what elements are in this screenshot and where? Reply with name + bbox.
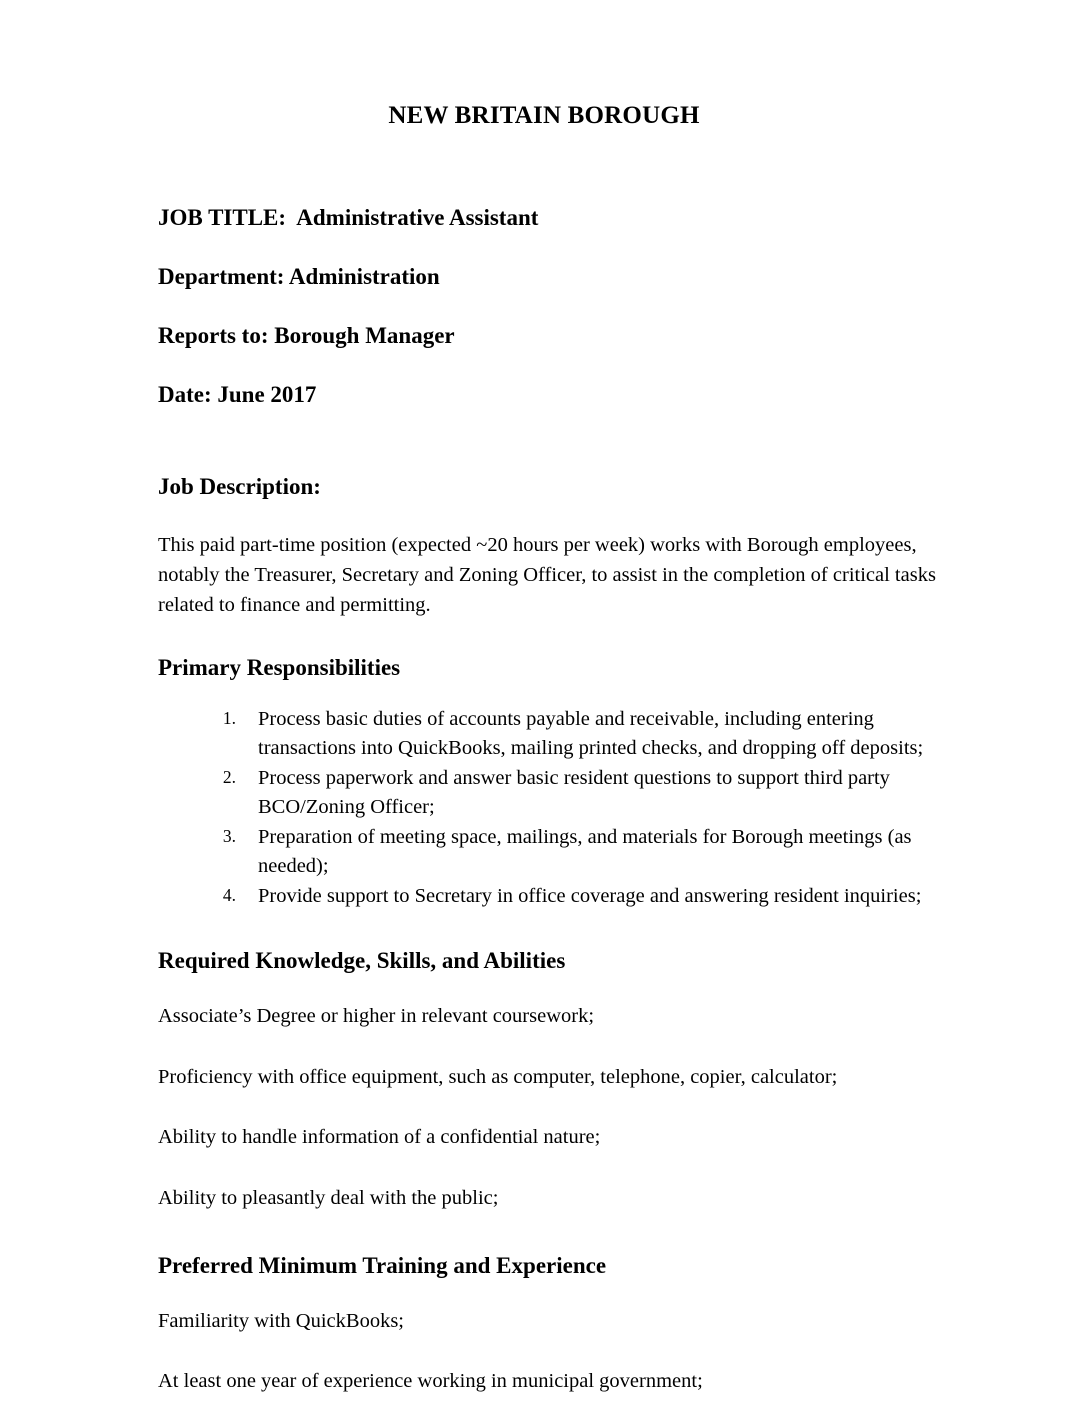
date-field: Date: June 2017 bbox=[158, 381, 317, 407]
job-description-paragraph: This paid part-time position (expected ~20 hours per week) works with Borough employees, notably the Treasurer, Secretary and Zoning Officer, to assist in the completion of critical tasks related to finance and permitting. bbox=[158, 534, 936, 616]
list-item: Process paperwork and answer basic resident questions to support third party BCO/Zoning Officer; bbox=[258, 766, 890, 819]
job-header-block bbox=[158, 203, 938, 410]
reports-to-field: Reports to: Borough Manager bbox=[158, 322, 455, 348]
primary-responsibilities-heading: Primary Responsibilities bbox=[158, 654, 401, 680]
requirement-line: Proficiency with office equipment, such as computer, telephone, copier, calculator; bbox=[158, 1065, 838, 1088]
list-item: Preparation of meeting space, mailings, and materials for Borough meetings (as needed); bbox=[258, 825, 912, 878]
preferred-line: At least one year of experience working in municipal government; bbox=[158, 1370, 703, 1393]
requirement-line: Ability to handle information of a confidential nature; bbox=[158, 1126, 601, 1149]
preferred-training-heading: Preferred Minimum Training and Experience bbox=[158, 1252, 607, 1278]
organization-title: NEW BRITAIN BOROUGH bbox=[388, 102, 700, 129]
requirement-line: Ability to pleasantly deal with the public; bbox=[158, 1187, 499, 1210]
preferred-line: Familiarity with QuickBooks; bbox=[158, 1309, 404, 1332]
required-knowledge-heading: Required Knowledge, Skills, and Abilities bbox=[158, 948, 566, 974]
requirement-line: Associate’s Degree or higher in relevant coursework; bbox=[158, 1005, 595, 1027]
job-description-heading: Job Description: bbox=[158, 473, 321, 499]
job-title-field: JOB TITLE: Administrative Assistant bbox=[158, 205, 539, 230]
list-item: Process basic duties of accounts payable and receivable, including entering transactions into QuickBooks, mailing printed checks, and dropping off deposits; bbox=[258, 707, 924, 760]
primary-responsibilities-list bbox=[158, 705, 938, 912]
department-field: Department: Administration bbox=[158, 263, 440, 289]
document-body bbox=[158, 203, 938, 1396]
list-item: Provide support to Secretary in office coverage and answering resident inquiries; bbox=[258, 884, 922, 907]
